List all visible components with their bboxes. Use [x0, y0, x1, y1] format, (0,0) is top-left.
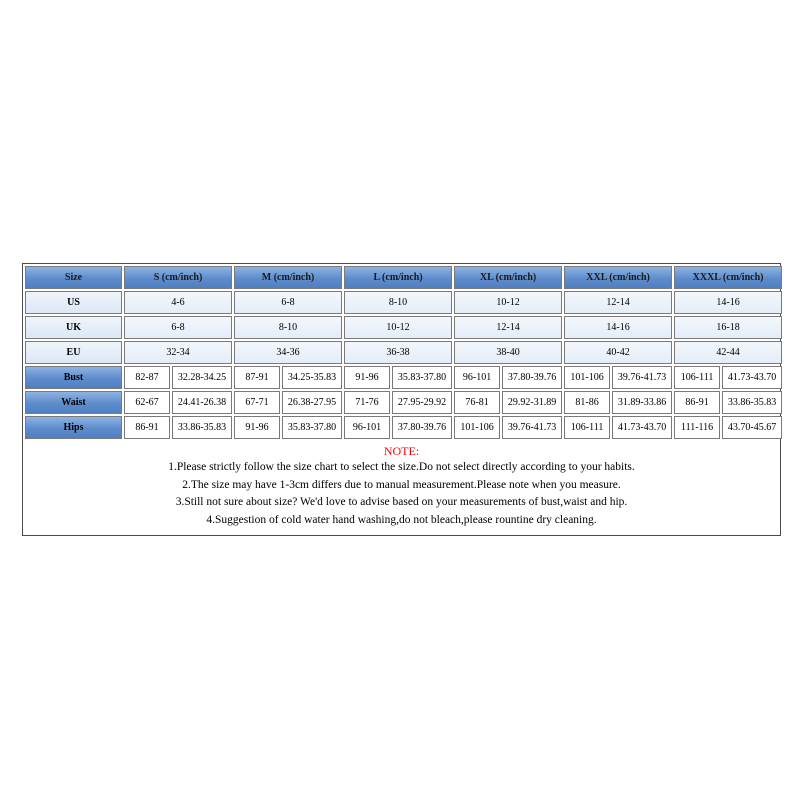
row-label: Waist [25, 391, 122, 414]
conversion-row [25, 341, 782, 364]
conversion-value: 14-16 [674, 291, 782, 314]
cm-value: 62-67 [124, 391, 170, 414]
header-size-cell: M (cm/inch) [234, 266, 342, 289]
note-line: 4.Suggestion of cold water hand washing,do not bleach,please rountine dry cleaning. [206, 513, 597, 526]
note-line: 3.Still not sure about size? We'd love to advise based on your measurements of bust,waist and hip. [175, 496, 628, 508]
conversion-value: 42-44 [674, 341, 782, 364]
cm-value: 96-101 [454, 366, 500, 389]
row-label: Bust [25, 366, 122, 389]
note-title: NOTE: [383, 444, 420, 458]
conversion-value: 10-12 [344, 316, 452, 339]
note-line: 2.The size may have 1-3cm differs due to manual measurement.Please note when you measure. [182, 478, 621, 491]
header-size-cell: XL (cm/inch) [454, 266, 562, 289]
row-label: Hips [25, 416, 122, 439]
cm-value: 86-91 [124, 416, 170, 439]
header-size-cell: S (cm/inch) [124, 266, 232, 289]
header-size-label: Size [25, 266, 122, 289]
cm-value: 111-116 [674, 416, 720, 439]
inch-value: 41.73-43.70 [722, 366, 782, 389]
inch-value: 37.80-39.76 [502, 366, 562, 389]
inch-value: 39.76-41.73 [612, 366, 672, 389]
conversion-value: 8-10 [344, 291, 452, 314]
conversion-value: 34-36 [234, 341, 342, 364]
cm-value: 81-86 [564, 391, 610, 414]
conversion-value: 40-42 [564, 341, 672, 364]
measurement-row [25, 416, 782, 439]
cm-value: 86-91 [674, 391, 720, 414]
inch-value: 35.83-37.80 [282, 416, 342, 439]
notes-section [23, 443, 780, 529]
inch-value: 41.73-43.70 [612, 416, 672, 439]
cm-value: 106-111 [674, 366, 720, 389]
row-label: UK [25, 316, 122, 339]
cm-value: 101-106 [564, 366, 610, 389]
cm-value: 82-87 [124, 366, 170, 389]
inch-value: 33.86-35.83 [172, 416, 232, 439]
measurement-row [25, 366, 782, 389]
conversion-value: 38-40 [454, 341, 562, 364]
header-row [25, 266, 782, 289]
cm-value: 106-111 [564, 416, 610, 439]
cm-value: 71-76 [344, 391, 390, 414]
conversion-value: 12-14 [454, 316, 562, 339]
cm-value: 67-71 [234, 391, 280, 414]
size-table [23, 264, 784, 441]
cm-value: 91-96 [344, 366, 390, 389]
inch-value: 43.70-45.67 [722, 416, 782, 439]
inch-value: 37.80-39.76 [392, 416, 452, 439]
conversion-value: 8-10 [234, 316, 342, 339]
conversion-value: 10-12 [454, 291, 562, 314]
note-line: 1.Please strictly follow the size chart to select the size.Do not select directly according to your habits. [168, 461, 635, 473]
inch-value: 35.83-37.80 [392, 366, 452, 389]
measurement-row [25, 391, 782, 414]
size-chart [22, 263, 781, 536]
header-size-cell: XXXL (cm/inch) [674, 266, 782, 289]
conversion-value: 4-6 [124, 291, 232, 314]
cm-value: 76-81 [454, 391, 500, 414]
conversion-value: 14-16 [564, 316, 672, 339]
conversion-value: 32-34 [124, 341, 232, 364]
row-label: EU [25, 341, 122, 364]
conversion-row [25, 316, 782, 339]
header-size-cell: L (cm/inch) [344, 266, 452, 289]
conversion-value: 36-38 [344, 341, 452, 364]
inch-value: 31.89-33.86 [612, 391, 672, 414]
cm-value: 96-101 [344, 416, 390, 439]
cm-value: 91-96 [234, 416, 280, 439]
cm-value: 101-106 [454, 416, 500, 439]
conversion-row [25, 291, 782, 314]
row-label: US [25, 291, 122, 314]
header-size-cell: XXL (cm/inch) [564, 266, 672, 289]
cm-value: 87-91 [234, 366, 280, 389]
inch-value: 33.86-35.83 [722, 391, 782, 414]
inch-value: 27.95-29.92 [392, 391, 452, 414]
inch-value: 32.28-34.25 [172, 366, 232, 389]
conversion-value: 6-8 [124, 316, 232, 339]
inch-value: 34.25-35.83 [282, 366, 342, 389]
conversion-value: 12-14 [564, 291, 672, 314]
inch-value: 26.38-27.95 [282, 391, 342, 414]
conversion-value: 6-8 [234, 291, 342, 314]
inch-value: 24.41-26.38 [172, 391, 232, 414]
inch-value: 29.92-31.89 [502, 391, 562, 414]
conversion-value: 16-18 [674, 316, 782, 339]
inch-value: 39.76-41.73 [502, 416, 562, 439]
